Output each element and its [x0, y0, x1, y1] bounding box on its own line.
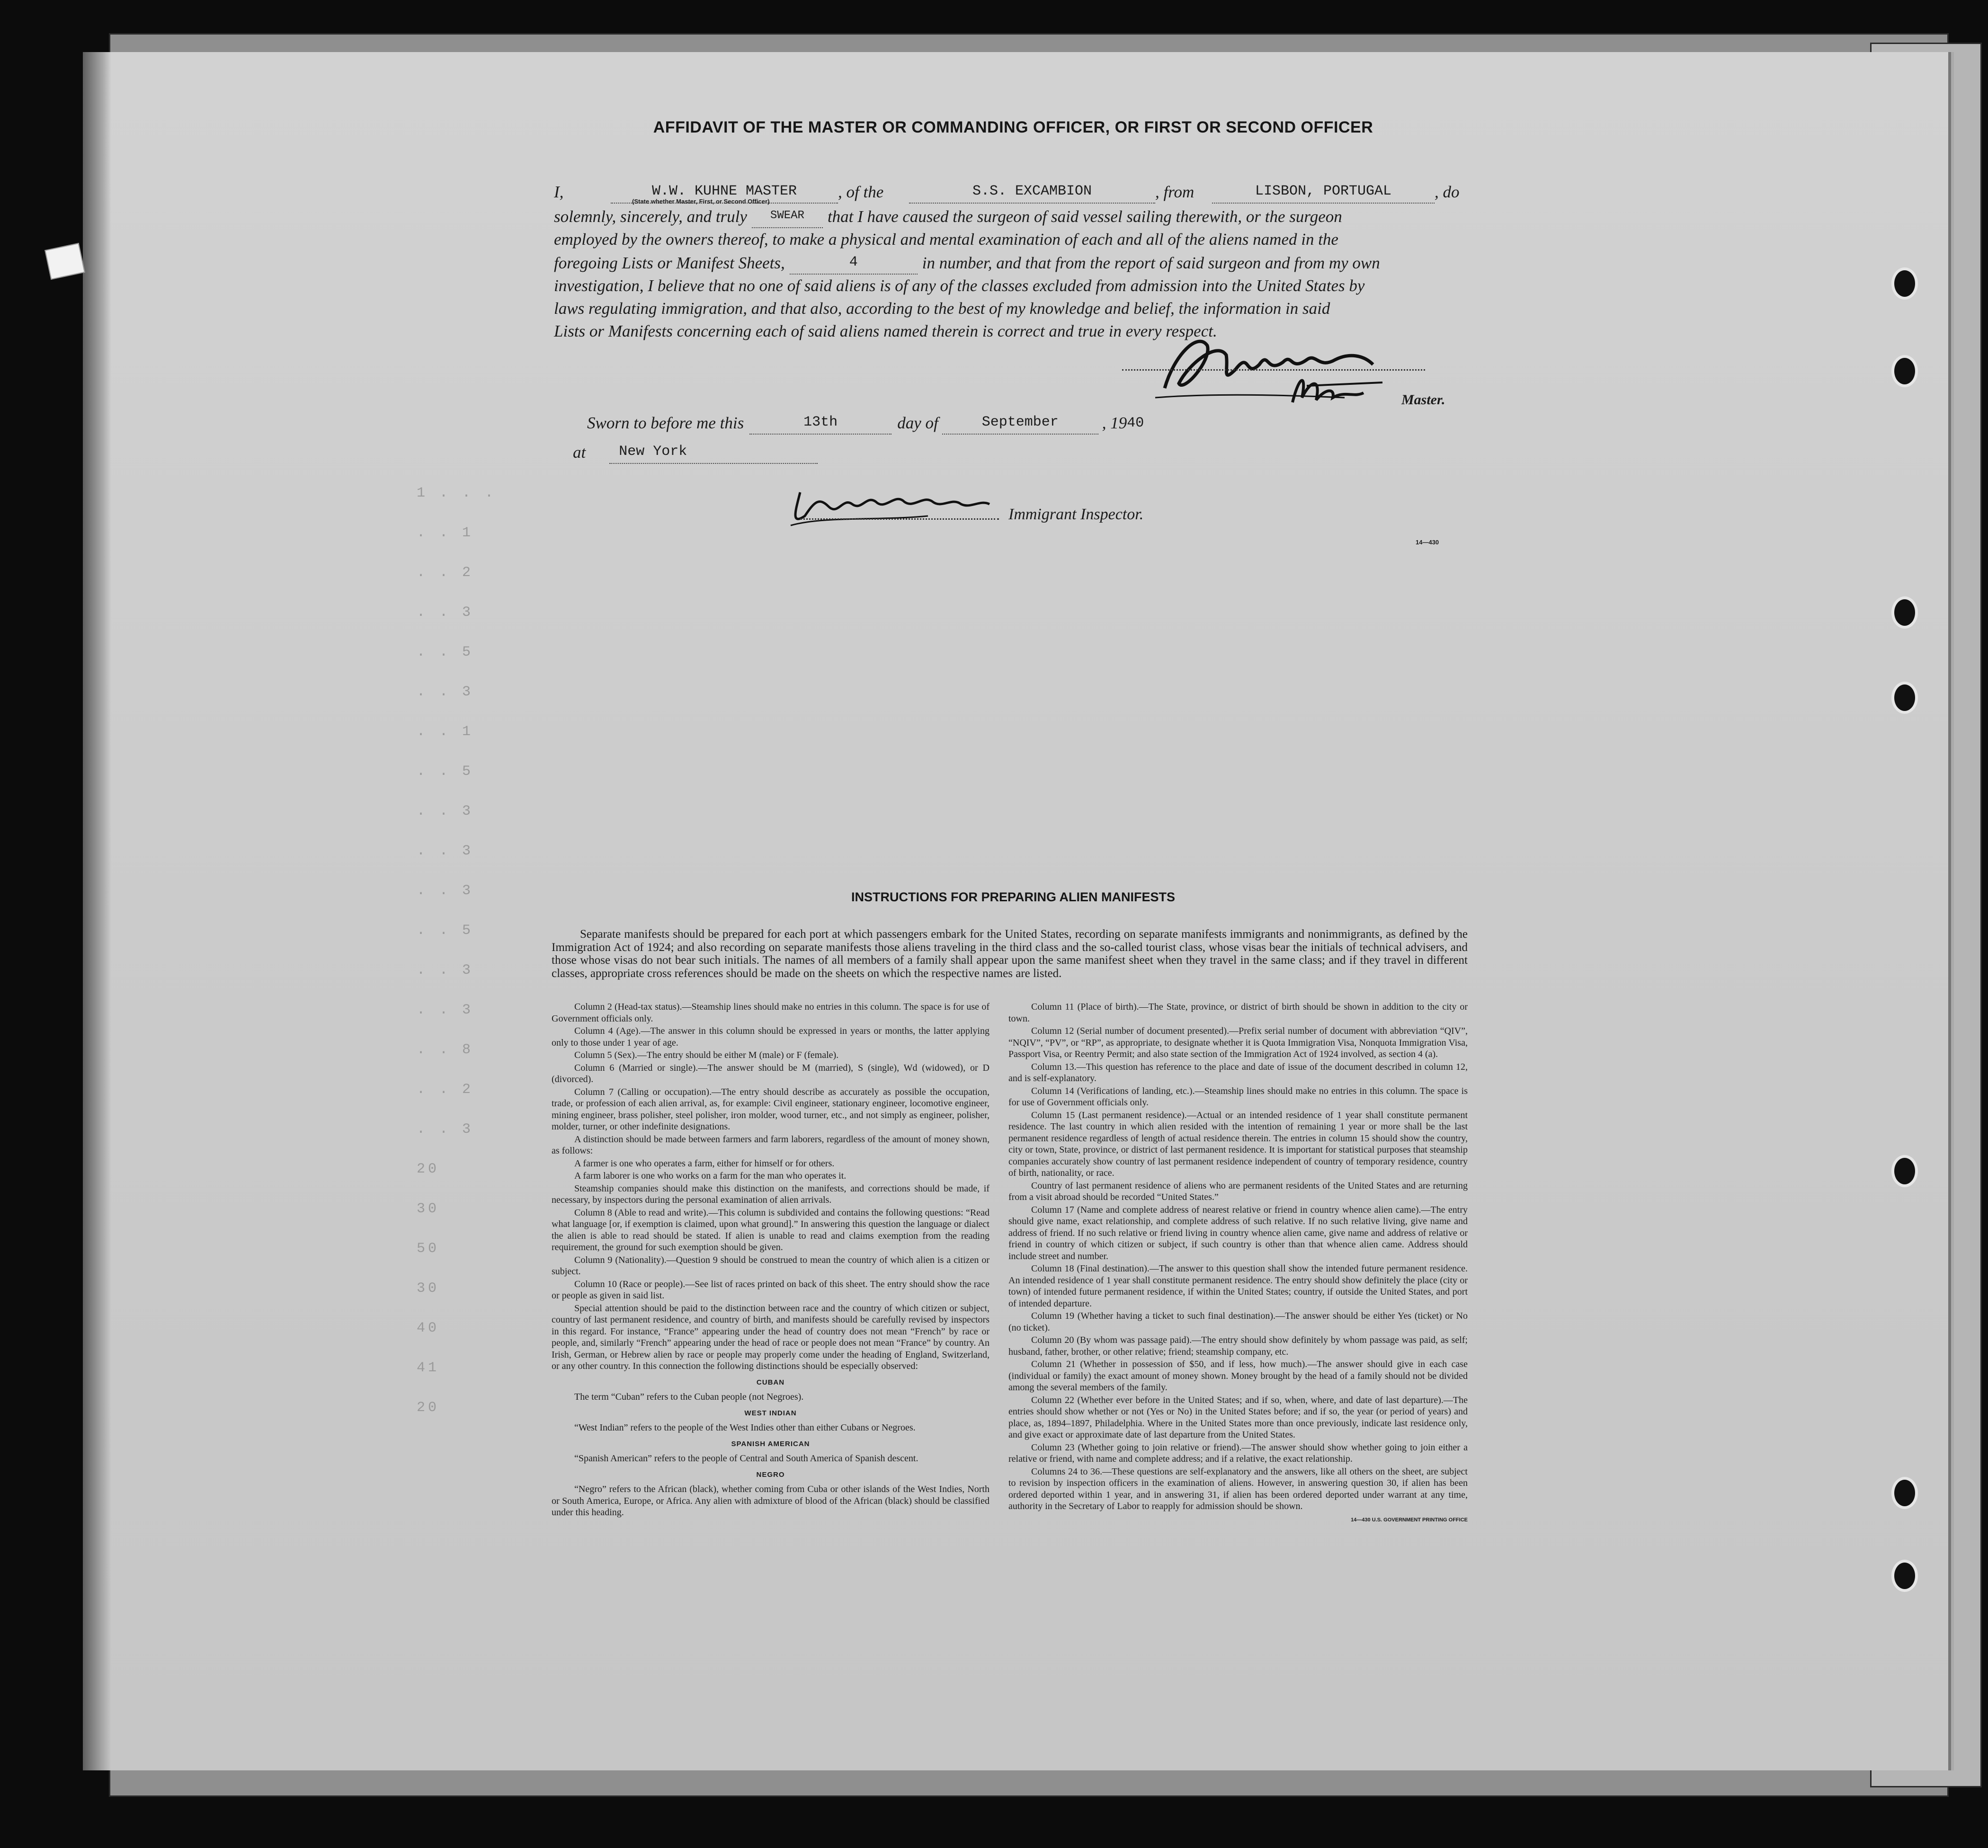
instruction-paragraph: A distinction should be made between farmers and farm laborers, regardless of the amount of money shown, as follows: — [552, 1134, 990, 1156]
port-from-field: LISBON, PORTUGAL — [1212, 180, 1435, 204]
affidavit-line: employed by the owners thereof, to make a physical and mental examination of each and all of the aliens named in the — [554, 230, 1338, 249]
instruction-paragraph: Column 13.—This question has reference to the place and date of issue of the document described in column 12, and is self-explanatory. — [1008, 1061, 1468, 1084]
instruction-paragraph: Column 5 (Sex).—The entry should be either M (male) or F (female). — [574, 1050, 839, 1060]
affidavit-line: Lists or Manifests concerning each of said aliens named therein is correct and true in every respect. — [554, 322, 1217, 340]
instruction-paragraph: Column 18 (Final destination).—The answer to this question shall show the intended future permanent residence. An intended residence of 1 year shall constitute permanent residence. The entry should show definitely the place (city or town) of intended future permanent residence, if within the United States; country, if outside the United States, and port of intended departure. — [1008, 1263, 1468, 1309]
master-signature-initials — [1288, 369, 1411, 412]
affidavit-text-fragment: foregoing Lists or Manifest Sheets, — [554, 254, 785, 272]
affidavit-text-fragment: at — [573, 443, 586, 462]
instruction-paragraph: Column 6 (Married or single).—The answer should be M (married), S (single), Wd (widowed), or D (divorced). — [552, 1062, 990, 1084]
punch-hole — [1891, 1155, 1918, 1187]
vessel-name-field: S.S. EXCAMBION — [909, 180, 1155, 204]
affidavit-text-fragment: Sworn to before me this — [587, 414, 744, 432]
instruction-paragraph: Column 19 (Whether having a ticket to such final destination).—The answer should be either Yes (ticket) or No (no ticket). — [1008, 1311, 1468, 1333]
paper-tab — [45, 243, 85, 280]
affidavit-text-fragment: solemnly, sincerely, and truly — [554, 207, 747, 226]
affidavit-text-fragment: in number, and that from the report of said surgeon and from my own — [922, 254, 1380, 272]
instruction-paragraph: Steamship companies should make this distinction on the manifests, and corrections should be made, if necessary, by inspectors during the personal examination of alien arrivals. — [552, 1183, 990, 1205]
affidavit-title: AFFIDAVIT OF THE MASTER OR COMMANDING OFFICER, OR FIRST OR SECOND OFFICER — [653, 118, 1373, 136]
sworn-month-field: September — [942, 411, 1098, 435]
affidavit-text-fragment: , do — [1435, 183, 1460, 201]
spanish-american-definition: “Spanish American” refers to the people of Central and South America of Spanish descent. — [574, 1453, 918, 1464]
sworn-place-line — [573, 440, 952, 464]
instruction-paragraph: Column 10 (Race or people).—See list of races printed on back of this sheet. The entry should show the race or people as given in said list. — [552, 1279, 990, 1301]
negro-definition: “Negro” refers to the African (black), whether coming from Cuba or other islands of the West Indies, North or South America, Europe, or Africa. Any alien with admixture of blood of the African (black) should be classified under this heading. — [552, 1484, 990, 1518]
intro-paragraph: Separate manifests should be prepared for each port at which passengers embark for the United States, recording on separate manifests immigrants and nonimmigrants, as defined by the Immigration Act of 1924; and also recording on separate manifests those aliens traveling in the third class and the so-called tourist class, whose visas bear the initials of technical advisers, and those whose visas do not bear such initials. The names of all members of a family shall appear upon the same manifest sheet when they travel in the same class; and if they travel in different classes, appropriate cross references should be made on the sheets on which the respective names are listed. — [552, 928, 1468, 980]
instruction-paragraph: Column 7 (Calling or occupation).—The entry should describe as accurately as possible the occupation, trade, or profession of each alien arrival, as, for example: Civil engineer, stationary engineer, locomotive engineer, mining engineer, brass polisher, steel polisher, iron molder, wood turner, etc., and not simply as engineer, polisher, molder, turner, or other indefinite designations. — [552, 1086, 990, 1132]
spanish-american-heading: SPANISH AMERICAN — [731, 1439, 810, 1448]
affidavit-text-fragment: , 19 — [1102, 414, 1127, 432]
instructions-title: INSTRUCTIONS FOR PREPARING ALIEN MANIFESTS — [851, 890, 1176, 904]
inspector-signature-line — [800, 518, 999, 520]
affidavit-line: laws regulating immigration, and that also, according to the best of my knowledge and belief, the information in said — [554, 299, 1330, 318]
page-binding-shadow — [83, 52, 111, 1770]
affidavit-text-fragment: that I have caused the surgeon of said vessel sailing therewith, or the surgeon — [827, 207, 1342, 226]
instruction-paragraph: Column 15 (Last permanent residence).—Actual or an intended residence of 1 year shall constitute permanent residence. The last country in which alien resided with the intention of remaining 1 year or more shall be the last permanent residence regardless of length of actual residence therein. The entries in column 15 should show the country, city or town, State, province, or district of last permanent residence. It is important for statistical purposes that steamship companies accurately show country of last permanent residence independent of country of temporary residence, country of birth, nationality, or race. — [1008, 1110, 1468, 1178]
instructions-left-column — [552, 1001, 990, 1519]
bleed-through-marks: 1 . . . . . 1 . . 2 . . 3 . . 5 . . 3 . . 1 . . 5 . . 3 . . 3 . . 3 . . 5 . . 3 . . 3 . . 8 . . 2 . . 3 20 30 50 30 40 41 20 — [417, 485, 497, 1416]
instruction-paragraph: Special attention should be paid to the distinction between race and the country of which citizen or subject, country of last permanent residence, and country of birth, and manifests should be carefully revised by inspectors in this regard. For instance, “France” appearing under the head of country does not mean “French” by race or people, and, similarly “French” appearing under the head of race or people does not mean “France” by country. An Irish, German, or Hebrew alien by race or people may properly come under the heading of England, Switzerland, or any other country. In this connection the following distinctions should be especially observed: — [552, 1303, 990, 1371]
punch-hole — [1891, 1560, 1918, 1592]
master-title: Master. — [1401, 392, 1445, 408]
affidavit-text-fragment: I, — [554, 183, 564, 201]
instruction-paragraph: Column 21 (Whether in possession of $50, and if less, how much).—The answer should give in each case (individual or family) the exact amount of money shown. Money brought by the head of a family should not be divided among the several members of the family. — [1008, 1359, 1468, 1393]
sworn-day-field: 13th — [749, 411, 891, 435]
oath-field: SWEAR — [752, 204, 823, 228]
negro-heading: NEGRO — [756, 1470, 785, 1479]
instruction-paragraph: A farmer is one who operates a farm, either for himself or for others. — [574, 1158, 835, 1169]
instruction-paragraph: Column 20 (By whom was passage paid).—The entry should show definitely by whom passage was paid, as self; husband, father, brother, or other relative; friend; steamship company, etc. — [1008, 1335, 1468, 1357]
punch-hole — [1891, 1477, 1918, 1509]
instruction-paragraph: Column 14 (Verifications of landing, etc.).—Steamship lines should make no entries in this column. The space is for use of Government officials only. — [1008, 1085, 1468, 1108]
instruction-paragraph: Column 22 (Whether ever before in the United States; and if so, when, where, and date of last departure).—The entries should show whether or not (Yes or No) in the United States before; and if so, the year (or period of years) and place, as, 1894–1897, Philadelphia. Where in the United States more than once previously, indicate last residence only, and give exact or approximate date of last departure from the United States. — [1008, 1395, 1468, 1440]
instruction-paragraph: Column 2 (Head-tax status).—Steamship lines should make no entries in this column. The space is for use of Government officials only. — [552, 1002, 990, 1024]
instruction-paragraph: Column 4 (Age).—The answer in this column should be expressed in years or months, the latter applying only to those under 1 year of age. — [552, 1026, 990, 1048]
instructions-right-column — [1008, 1001, 1468, 1526]
instruction-paragraph: Column 11 (Place of birth).—The State, province, or district of birth should be shown in addition to the city or town. — [1008, 1002, 1468, 1024]
affidavit-text-fragment: day of — [897, 414, 938, 432]
instruction-paragraph: Column 9 (Nationality).—Question 9 should be construed to mean the country of which alien is a citizen or subject. — [552, 1254, 990, 1277]
sworn-year-field: 40 — [1127, 415, 1144, 431]
inspector-title: Immigrant Inspector. — [1008, 506, 1144, 523]
affidavit-text-fragment: , of the — [838, 183, 884, 201]
affidavit-line: investigation, I believe that no one of said aliens is of any of the classes excluded from admission into the United States by — [554, 276, 1365, 295]
punch-hole — [1891, 355, 1918, 387]
affidavit-text-fragment: , from — [1155, 183, 1195, 201]
form-number: 14—430 — [1416, 539, 1439, 546]
punch-hole — [1891, 596, 1918, 629]
instruction-paragraph: Columns 24 to 36.—These questions are self-explanatory and the answers, like all others on the sheet, are subject to revision by inspection officers in the examination of aliens. However, in answering question 30, if alien has been ordered deported within 1 year, and in answering 31, if alien has been ordered deported under warrant at any time, authority in the Secretary of Labor to reapply for admission should be shown. — [1008, 1466, 1468, 1511]
officer-subcaption: (State whether Master, First, or Second Officer) — [632, 198, 770, 205]
west-indian-heading: WEST INDIAN — [744, 1409, 797, 1417]
west-indian-definition: “West Indian” refers to the people of the West Indies other than either Cubans or Negroes. — [574, 1422, 916, 1433]
instruction-paragraph: A farm laborer is one who works on a farm for the man who operates it. — [574, 1171, 847, 1181]
sworn-place-field: New York — [609, 440, 818, 464]
instruction-paragraph: Country of last permanent residence of aliens who are permanent residents of the United States and are returning from a visit abroad should be recorded “United States.” — [1008, 1180, 1468, 1202]
punch-hole — [1891, 682, 1918, 714]
cuban-definition: The term “Cuban” refers to the Cuban people (not Negroes). — [574, 1392, 804, 1402]
affidavit-line — [554, 204, 1472, 228]
instruction-paragraph: Column 17 (Name and complete address of nearest relative or friend in country whence alien came).—The entry should give name, exact relationship, and complete address of such relative. If no such relative living, give name and address of friend. If no such relative or friend living in country whence alien came, give name and address of relative or friend in country of which citizen or subject, if such country is other than that whence alien came. Address should include street and number. — [1008, 1204, 1468, 1262]
sheet-count-field: 4 — [790, 251, 918, 275]
printer-imprint: 14—430 U.S. GOVERNMENT PRINTING OFFICE — [1351, 1517, 1468, 1523]
cuban-heading: CUBAN — [756, 1378, 785, 1386]
instruction-paragraph: Column 23 (Whether going to join relative or friend).—The answer should show whether going to join either a relative or friend, with name and complete address; and if a relative, the exact relationship. — [1008, 1442, 1468, 1464]
affidavit-line — [554, 251, 1472, 275]
instructions-intro — [552, 928, 1468, 980]
punch-hole — [1891, 267, 1918, 300]
inspector-signature — [786, 483, 1004, 535]
instruction-paragraph: Column 12 (Serial number of document presented).—Prefix serial number of document with abbreviation “QIV”, “NQIV”, “PV”, or “RP”, as appropriate, to designate whether it is Quota Immigration Visa, Nonquota Immigration Visa, Passport Visa, or Reentry Permit; and also state section of the Immigration Act of 1924 involved, as section 4 (a). — [1008, 1026, 1468, 1059]
master-name-field: W.W. KUHNE MASTER — [611, 180, 838, 204]
instruction-paragraph: Column 8 (Able to read and write).—This column is subdivided and contains the following questions: “Read what language [or, if exemption is claimed, upon what ground].” In answering this question the language or dialect the alien is able to read should be stated. If alien is unable to read and claims exemption from the reading requirement, the ground for such exemption should be given. — [552, 1207, 990, 1253]
sworn-line — [587, 411, 1203, 435]
